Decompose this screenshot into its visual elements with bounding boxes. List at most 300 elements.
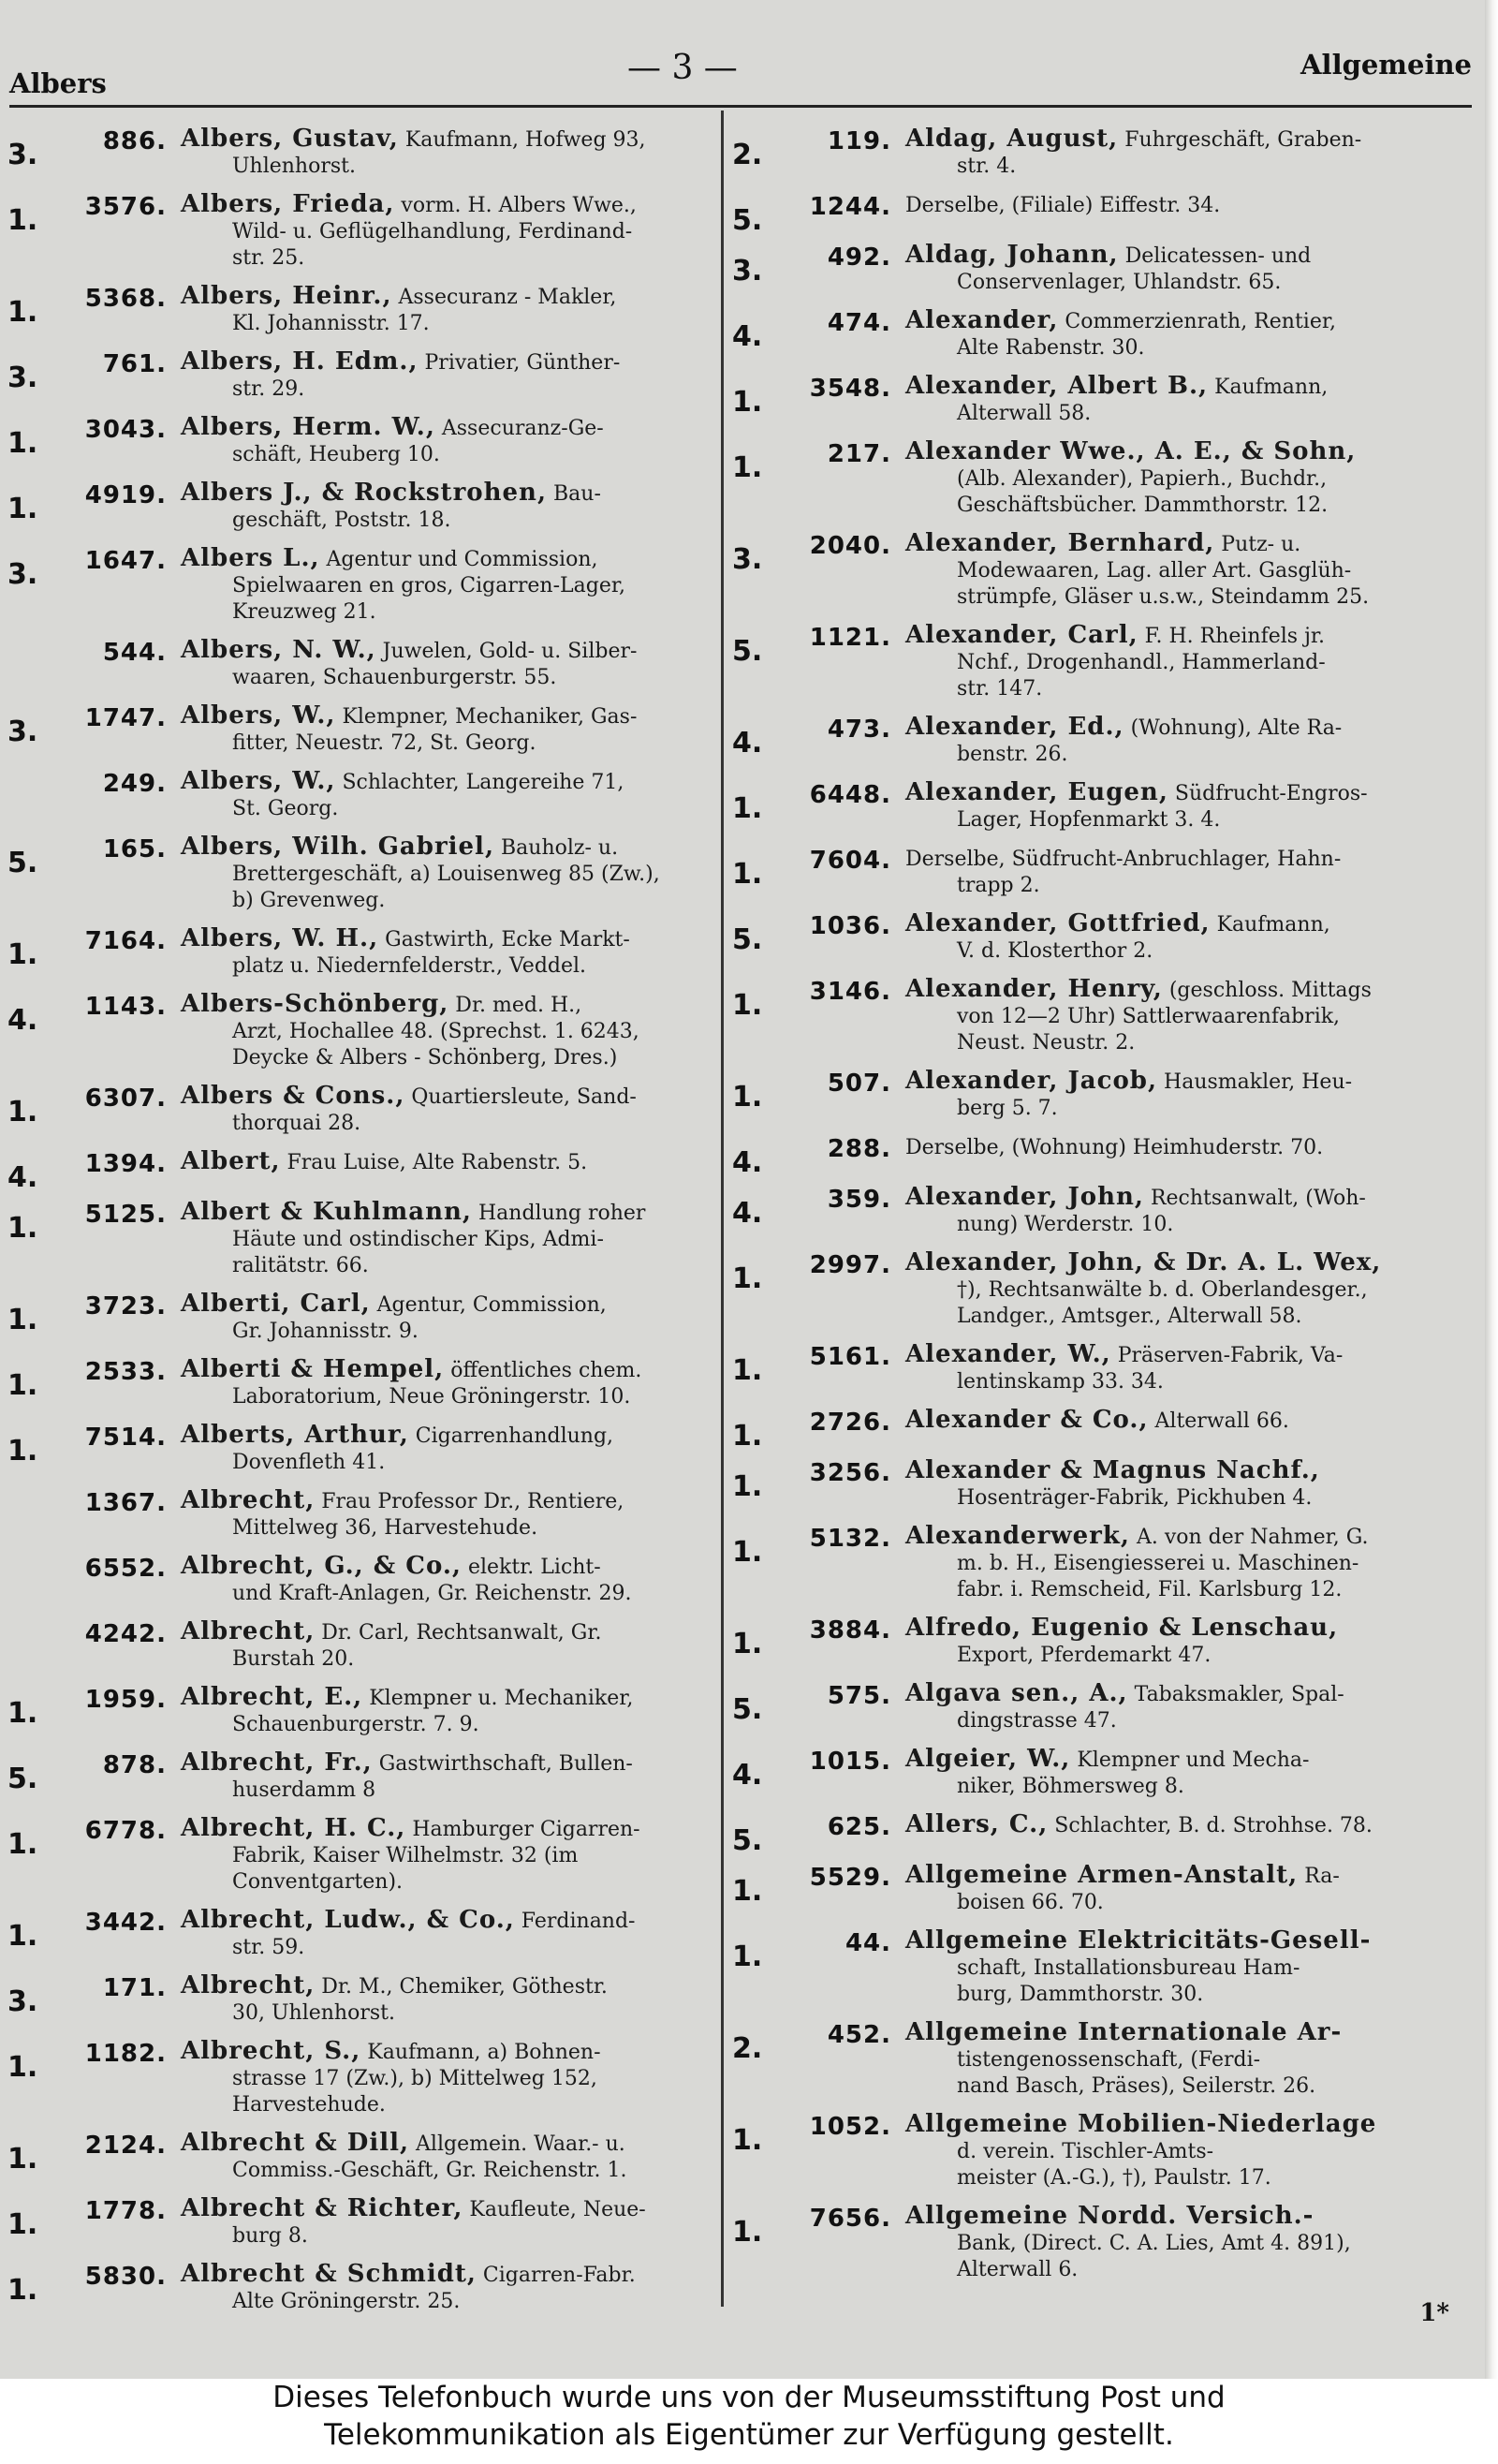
- entry-continuation-line: Landger., Amtsger., Alterwall 58.: [957, 1305, 1302, 1328]
- subscriber-name: Alexander, Albert B.,: [905, 372, 1209, 400]
- subscriber-details: Schlachter, Langereihe 71,: [335, 771, 624, 794]
- exchange-number: 1.: [732, 1354, 763, 1387]
- entry-continuation-line: fabr. i. Remscheid, Fil. Karlsburg 12.: [957, 1578, 1343, 1601]
- subscriber-name: Albers, H. Edm.,: [181, 347, 419, 376]
- telephone-number: 2124.: [84, 2132, 167, 2160]
- entry-first-line: [905, 373, 1472, 401]
- directory-entry: [732, 1924, 1472, 2015]
- entry-text: [905, 191, 1472, 219]
- entry-first-line: [181, 1553, 708, 1581]
- entry-first-line: [181, 702, 708, 730]
- telephone-number: 5830.: [84, 2263, 167, 2291]
- subscriber-details: Frau Luise, Alte Rabenstr. 5.: [280, 1151, 588, 1174]
- entry-text: [181, 1487, 708, 1542]
- exchange-number: 3.: [7, 139, 38, 171]
- entry-continuation-line: Dovenfleth 41.: [232, 1451, 386, 1474]
- subscriber-name: Albers, W.,: [181, 767, 336, 795]
- exchange-number: 3.: [732, 543, 763, 576]
- directory-entry: [7, 122, 708, 187]
- directory-entry: [7, 2034, 708, 2126]
- directory-entry: [732, 1611, 1472, 1676]
- column-divider: [721, 111, 724, 2307]
- entry-text: [181, 480, 708, 534]
- telephone-number: 2726.: [809, 1409, 891, 1437]
- subscriber-details: Kaufmann,: [1210, 913, 1330, 937]
- directory-entry: [7, 1195, 708, 1287]
- directory-entry: [732, 526, 1472, 618]
- telephone-number: 5529.: [809, 1864, 891, 1892]
- directory-entry: [7, 187, 708, 279]
- exchange-number: 1.: [732, 1536, 763, 1569]
- entry-first-line: [905, 2111, 1472, 2139]
- entry-first-line: [905, 976, 1472, 1004]
- subscriber-details: Hausmakler, Heu-: [1157, 1070, 1353, 1094]
- entry-first-line: [181, 1422, 708, 1450]
- telephone-number: 1182.: [84, 2040, 167, 2068]
- telephone-number: 3146.: [809, 978, 891, 1006]
- telephone-number: 1778.: [84, 2197, 167, 2225]
- subscriber-name: Albers, W. H.,: [181, 924, 379, 952]
- entry-continuation-line: b) Grevenweg.: [232, 889, 386, 912]
- entry-text: [181, 1749, 708, 1804]
- entry-continuation-line: str. 147.: [957, 677, 1043, 701]
- telephone-number: 1367.: [84, 1489, 167, 1517]
- telephone-number: 5132.: [809, 1525, 891, 1553]
- entry-text: [181, 283, 708, 337]
- telephone-number: 878.: [102, 1751, 167, 1779]
- subscriber-name: Alexander, John, & Dr. A. L. Wex,: [905, 1248, 1382, 1276]
- exchange-number: 1.: [7, 1304, 38, 1336]
- exchange-number: 1.: [7, 296, 38, 329]
- left-column: [7, 122, 708, 2323]
- subscriber-name: Albrecht, E.,: [181, 1683, 363, 1711]
- entry-text: [181, 1291, 708, 1345]
- subscriber-details: Dr. med. H.,: [448, 994, 582, 1017]
- entry-continuation-line: schäft, Heuberg 10.: [232, 443, 440, 466]
- subscriber-details: Kaufleute, Neue-: [463, 2198, 646, 2221]
- telephone-number: 6307.: [84, 1084, 167, 1113]
- entry-continuation-line: Alte Rabenstr. 30.: [957, 336, 1145, 360]
- exchange-number: 2.: [732, 139, 763, 171]
- exchange-number: 1.: [7, 2051, 38, 2084]
- entry-continuation-line: trapp 2.: [957, 874, 1040, 897]
- subscriber-name: Alexanderwerk,: [905, 1522, 1130, 1550]
- telephone-number: 1143.: [84, 993, 167, 1021]
- subscriber-name: Allers, C.,: [905, 1810, 1049, 1838]
- subscriber-details: Cigarrenhandlung,: [408, 1424, 614, 1448]
- subscriber-name: Algava sen., A.,: [905, 1679, 1128, 1707]
- exchange-number: 4.: [7, 1161, 38, 1194]
- entry-text: [905, 976, 1472, 1056]
- subscriber-name: Allgemeine Internationale Ar-: [905, 2018, 1343, 2046]
- entry-text: [181, 2038, 708, 2118]
- entry-first-line: [181, 1749, 708, 1778]
- entry-continuation-line: Modewaaren, Lag. aller Art. Gasglüh-: [957, 559, 1352, 583]
- entry-first-line: [181, 834, 708, 862]
- entry-continuation-line: Laboratorium, Neue Gröningerstr. 10.: [232, 1385, 631, 1409]
- directory-entry: [732, 1676, 1472, 1742]
- entry-continuation-line: Export, Pferdemarkt 47.: [957, 1644, 1212, 1667]
- entry-text: [905, 845, 1472, 899]
- subscriber-name: Alexander, Eugen,: [905, 778, 1168, 806]
- directory-entry: [7, 1418, 708, 1483]
- telephone-number: 492.: [827, 243, 891, 272]
- directory-entry: [7, 1680, 708, 1746]
- subscriber-details: Juwelen, Gold- u. Silber-: [375, 640, 638, 663]
- telephone-number: 625.: [827, 1813, 891, 1841]
- entry-first-line: [181, 2130, 708, 2158]
- subscriber-details: Bauholz- u.: [494, 836, 619, 860]
- entry-first-line: [181, 348, 708, 376]
- subscriber-name: Allgemeine Nordd. Versich.-: [905, 2202, 1314, 2230]
- subscriber-name: Alexander, Bernhard,: [905, 529, 1215, 557]
- telephone-number: 4242.: [84, 1620, 167, 1648]
- directory-entry: [7, 922, 708, 987]
- entry-first-line: [181, 1815, 708, 1843]
- entry-first-line: [181, 1618, 708, 1646]
- subscriber-name: Albrecht & Richter,: [181, 2194, 463, 2222]
- entry-first-line: [905, 1407, 1472, 1435]
- directory-entry: [732, 1180, 1472, 1246]
- directory-entry: [7, 1549, 708, 1615]
- subscriber-details: Klempner und Mecha-: [1070, 1748, 1310, 1772]
- directory-entry: [732, 122, 1472, 187]
- entry-text: [181, 637, 708, 691]
- entry-continuation-line: Wild- u. Geflügelhandlung, Ferdinand-: [232, 220, 633, 243]
- subscriber-name: Alexander,: [905, 306, 1059, 334]
- directory-entry: [732, 1807, 1472, 1858]
- entry-text: [181, 1199, 708, 1279]
- exchange-number: 5.: [732, 204, 763, 237]
- directory-entry: [7, 1969, 708, 2034]
- entry-text: [905, 438, 1472, 519]
- entry-text: [181, 1083, 708, 1137]
- signature-mark: 1*: [1419, 2299, 1449, 2327]
- telephone-number: 1036.: [809, 912, 891, 940]
- directory-entry: [732, 1129, 1472, 1180]
- subscriber-details: (Wohnung), Alte Ra-: [1124, 716, 1343, 740]
- exchange-number: 1.: [732, 386, 763, 419]
- exchange-number: 1.: [732, 1628, 763, 1660]
- entry-text: [181, 414, 708, 468]
- entry-first-line: [905, 1068, 1472, 1096]
- exchange-number: 1.: [7, 2143, 38, 2176]
- telephone-number: 7604.: [809, 847, 891, 875]
- exchange-number: 1.: [7, 1828, 38, 1861]
- subscriber-name: Alberti, Carl,: [181, 1290, 371, 1318]
- subscriber-details: Tabaksmakler, Spal-: [1127, 1683, 1344, 1706]
- entry-text: [181, 2195, 708, 2250]
- subscriber-details: Hamburger Cigarren-: [405, 1818, 640, 1841]
- exchange-number: 3.: [7, 558, 38, 591]
- entry-text: [181, 1684, 708, 1738]
- entry-continuation-line: Hosenträger-Fabrik, Pickhuben 4.: [957, 1486, 1313, 1510]
- entry-continuation-line: Conventgarten).: [232, 1870, 404, 1894]
- subscriber-name: Albers, Wilh. Gabriel,: [181, 833, 494, 861]
- subscriber-name: Albrecht & Dill,: [181, 2129, 410, 2157]
- entry-text: [905, 1457, 1472, 1512]
- subscriber-name: Albrecht, Fr.,: [181, 1748, 373, 1777]
- entry-text: [181, 834, 708, 914]
- page-edge-shadow: [1485, 0, 1498, 2379]
- entry-first-line: [181, 125, 708, 154]
- subscriber-name: Alexander, Carl,: [905, 621, 1138, 649]
- subscriber-name: Albrecht,: [181, 1617, 316, 1645]
- entry-text: [905, 242, 1472, 296]
- entry-first-line: [181, 283, 708, 311]
- telephone-number: 6552.: [84, 1555, 167, 1583]
- header-left-keyword: Albers: [9, 67, 107, 99]
- directory-entry: [7, 1287, 708, 1352]
- entry-text: [181, 1422, 708, 1476]
- entry-continuation-line: Bank, (Direct. C. A. Lies, Amt 4. 891),: [957, 2232, 1351, 2255]
- telephone-number: 6448.: [809, 781, 891, 809]
- directory-entry: [732, 1064, 1472, 1129]
- directory-entry: [7, 1483, 708, 1549]
- exchange-number: 1.: [7, 938, 38, 971]
- directory-entry: [732, 1246, 1472, 1337]
- subscriber-details: Dr. Carl, Rechtsanwalt, Gr.: [315, 1621, 602, 1645]
- subscriber-name: Albers, Herm. W.,: [181, 413, 435, 441]
- telephone-number: 2533.: [84, 1358, 167, 1386]
- directory-entry: [7, 279, 708, 345]
- telephone-number: 575.: [827, 1682, 891, 1710]
- entry-continuation-line: Burstah 20.: [232, 1647, 355, 1671]
- subscriber-name: Alexander, Henry,: [905, 975, 1163, 1003]
- subscriber-name: Alexander & Magnus Nachf.,: [905, 1456, 1320, 1484]
- subscriber-details: Gastwirthschaft, Bullen-: [372, 1752, 633, 1776]
- telephone-number: 3884.: [809, 1616, 891, 1645]
- subscriber-name: Alexander Wwe., A. E., & Sohn,: [905, 437, 1357, 465]
- entry-first-line: [181, 768, 708, 796]
- subscriber-details: Klempner, Mechaniker, Gas-: [335, 705, 638, 729]
- directory-entry: [7, 1746, 708, 1811]
- subscriber-details: Südfrucht-Engros-: [1168, 782, 1368, 805]
- exchange-number: 1.: [7, 1096, 38, 1129]
- exchange-number: 3.: [7, 361, 38, 394]
- entry-text: [181, 1553, 708, 1607]
- exchange-number: 5.: [732, 635, 763, 668]
- telephone-number: 2997.: [809, 1251, 891, 1279]
- entry-continuation-line: Fabrik, Kaiser Wilhelmstr. 32 (im: [232, 1844, 579, 1867]
- entry-text: [181, 545, 708, 626]
- directory-entry: [7, 476, 708, 541]
- entry-continuation-line: waaren, Schauenburgerstr. 55.: [232, 666, 557, 689]
- subscriber-name: Alberti & Hempel,: [181, 1355, 445, 1383]
- subscriber-details: Allgemein. Waar.- u.: [409, 2132, 625, 2156]
- entry-continuation-line: Commiss.-Geschäft, Gr. Reichenstr. 1.: [232, 2159, 627, 2182]
- entry-text: [181, 991, 708, 1071]
- subscriber-details: vorm. H. Albers Wwe.,: [394, 194, 637, 217]
- entry-text: [905, 530, 1472, 611]
- entry-continuation-line: fitter, Neuestr. 72, St. Georg.: [232, 731, 536, 755]
- entry-text: [905, 779, 1472, 834]
- exchange-number: 1.: [7, 2208, 38, 2241]
- entry-first-line: [181, 2195, 708, 2223]
- entry-continuation-line: str. 59.: [232, 1936, 305, 1959]
- entry-continuation-line: meister (A.-G.), †), Paulstr. 17.: [957, 2166, 1271, 2190]
- telephone-number: 5125.: [84, 1201, 167, 1229]
- entry-continuation-line: von 12—2 Uhr) Sattlerwaarenfabrik,: [957, 1005, 1341, 1028]
- entry-text: [905, 307, 1472, 361]
- subscriber-details: Kaufmann, a) Bohnen-: [360, 2041, 601, 2064]
- directory-entry: [732, 775, 1472, 841]
- exchange-number: 1.: [7, 204, 38, 237]
- entry-continuation-line: nung) Werderstr. 10.: [957, 1213, 1174, 1236]
- subscriber-name: Albers, N. W.,: [181, 636, 376, 664]
- directory-entry: [732, 972, 1472, 1064]
- entry-text: [905, 2203, 1472, 2283]
- entry-first-line: [905, 1862, 1472, 1890]
- entry-continuation-line: Kreuzweg 21.: [232, 600, 376, 624]
- subscriber-name: Allgemeine Elektricitäts-Gesell-: [905, 1926, 1372, 1955]
- subscriber-name: Albert,: [181, 1147, 281, 1175]
- entry-text: [905, 1184, 1472, 1238]
- entry-continuation-line: und Kraft-Anlagen, Gr. Reichenstr. 29.: [232, 1582, 632, 1605]
- subscriber-name: Albers-Schönberg,: [181, 990, 449, 1018]
- subscriber-details: Delicatessen- und: [1118, 244, 1312, 268]
- entry-first-line: [181, 2261, 708, 2289]
- entry-continuation-line: Alterwall 58.: [957, 402, 1092, 425]
- entry-text: [905, 1811, 1472, 1839]
- entry-text: [181, 1148, 708, 1176]
- subscriber-name: Alexander, Jacob,: [905, 1067, 1158, 1095]
- entry-first-line: [905, 2203, 1472, 2231]
- subscriber-name: Algeier, W.,: [905, 1745, 1071, 1773]
- subscriber-name: Allgemeine Mobilien-Niederlage: [905, 2110, 1377, 2138]
- entry-first-line: [905, 779, 1472, 807]
- exchange-number: 3.: [732, 255, 763, 288]
- directory-entry: [7, 2126, 708, 2191]
- telephone-number: 3256.: [809, 1459, 891, 1487]
- header-page-number: — 3 —: [627, 49, 738, 87]
- directory-entry: [732, 710, 1472, 775]
- entry-text: [181, 191, 708, 272]
- telephone-number: 3548.: [809, 375, 891, 403]
- entry-text: [905, 2019, 1472, 2100]
- entry-continuation-line: Nchf., Drogenhandl., Hammerland-: [957, 651, 1326, 674]
- subscriber-details: elektr. Licht-: [461, 1556, 601, 1579]
- exchange-number: 1.: [732, 451, 763, 484]
- directory-entry: [732, 238, 1472, 303]
- telephone-number: 3723.: [84, 1292, 167, 1321]
- right-column: [732, 122, 1472, 2291]
- entry-continuation-line: d. verein. Tischler-Amts-: [957, 2140, 1214, 2163]
- header-rule: [9, 105, 1472, 108]
- directory-entry: [732, 907, 1472, 972]
- entry-continuation-line: Lager, Hopfenmarkt 3. 4.: [957, 808, 1221, 832]
- entry-text: [181, 348, 708, 403]
- telephone-number: 7164.: [84, 927, 167, 955]
- subscriber-name: Alexander, John,: [905, 1183, 1144, 1211]
- directory-entry: [732, 1337, 1472, 1403]
- entry-continuation-line: boisen 66. 70.: [957, 1891, 1104, 1914]
- telephone-number: 3043.: [84, 416, 167, 444]
- subscriber-details: Derselbe, (Filiale) Eiffestr. 34.: [905, 194, 1221, 217]
- entry-first-line: [181, 637, 708, 665]
- directory-entry: [7, 699, 708, 764]
- subscriber-name: Alexander, W.,: [905, 1340, 1111, 1368]
- entry-continuation-line: str. 29.: [232, 377, 305, 401]
- exchange-number: 1.: [7, 1697, 38, 1730]
- entry-continuation-line: Häute und ostindischer Kips, Admi-: [232, 1228, 604, 1251]
- entry-continuation-line: str. 25.: [232, 246, 305, 270]
- entry-continuation-line: Mittelweg 36, Harvestehude.: [232, 1516, 538, 1540]
- entry-continuation-line: thorquai 28.: [232, 1112, 361, 1135]
- exchange-number: 1.: [732, 1081, 763, 1114]
- entry-first-line: [905, 1746, 1472, 1774]
- directory-entry: [732, 2107, 1472, 2199]
- entry-continuation-line: schaft, Installationsbureau Ham-: [957, 1956, 1300, 1980]
- subscriber-details: Quartiersleute, Sand-: [404, 1085, 637, 1109]
- exchange-number: 5.: [7, 1763, 38, 1795]
- directory-entry: [7, 345, 708, 410]
- subscriber-name: Albrecht,: [181, 1486, 316, 1514]
- entry-first-line: [905, 1927, 1472, 1955]
- entry-continuation-line: ralitätstr. 66.: [232, 1254, 369, 1277]
- entry-first-line: [905, 2019, 1472, 2047]
- subscriber-details: A. von der Nahmer, G.: [1129, 1526, 1369, 1549]
- subscriber-name: Albrecht, Ludw., & Co.,: [181, 1906, 515, 1934]
- entry-text: [905, 1862, 1472, 1916]
- entry-text: [905, 1615, 1472, 1669]
- exchange-number: 1.: [7, 1920, 38, 1953]
- subscriber-details: Assecuranz - Makler,: [391, 286, 617, 309]
- subscriber-name: Alexander & Co.,: [905, 1406, 1149, 1434]
- subscriber-details: (geschloss. Mittags: [1162, 979, 1372, 1002]
- entry-continuation-line: dingstrasse 47.: [957, 1709, 1117, 1733]
- entry-continuation-line: benstr. 26.: [957, 743, 1068, 766]
- entry-first-line: [905, 191, 1472, 219]
- exchange-number: 1.: [7, 1212, 38, 1245]
- telephone-number: 1015.: [809, 1748, 891, 1776]
- subscriber-name: Albrecht, H. C.,: [181, 1814, 406, 1842]
- subscriber-details: öffentliches chem.: [444, 1359, 642, 1382]
- entry-first-line: [905, 1811, 1472, 1839]
- entry-first-line: [905, 1341, 1472, 1369]
- entry-text: [905, 1133, 1472, 1161]
- entry-first-line: [905, 1249, 1472, 1277]
- telephone-number: 7656.: [809, 2205, 891, 2233]
- telephone-number: 288.: [827, 1135, 891, 1163]
- entry-text: [181, 1815, 708, 1896]
- entry-first-line: [181, 1291, 708, 1319]
- entry-text: [181, 1907, 708, 1961]
- entry-continuation-line: strasse 17 (Zw.), b) Mittelweg 152,: [232, 2067, 597, 2090]
- directory-entry: [7, 541, 708, 633]
- entry-text: [181, 2130, 708, 2184]
- subscriber-details: Bau-: [547, 482, 601, 506]
- entry-continuation-line: str. 4.: [957, 155, 1017, 178]
- subscriber-details: Dr. M., Chemiker, Göthestr.: [315, 1975, 608, 1999]
- directory-entry: [732, 841, 1472, 907]
- telephone-number: 1394.: [84, 1150, 167, 1178]
- exchange-number: 1.: [732, 858, 763, 891]
- directory-entry: [7, 2191, 708, 2257]
- exchange-number: 1.: [732, 2216, 763, 2249]
- directory-entry: [732, 369, 1472, 435]
- directory-entry: [732, 1858, 1472, 1924]
- entry-first-line: [905, 307, 1472, 335]
- entry-continuation-line: tistengenossenschaft, (Ferdi-: [957, 2048, 1261, 2072]
- entry-first-line: [181, 480, 708, 508]
- exchange-number: 4.: [732, 1759, 763, 1792]
- entry-text: [905, 1927, 1472, 2008]
- entry-first-line: [905, 1457, 1472, 1485]
- directory-entry: [7, 987, 708, 1079]
- telephone-number: 1647.: [84, 547, 167, 575]
- subscriber-name: Albers, W.,: [181, 701, 336, 730]
